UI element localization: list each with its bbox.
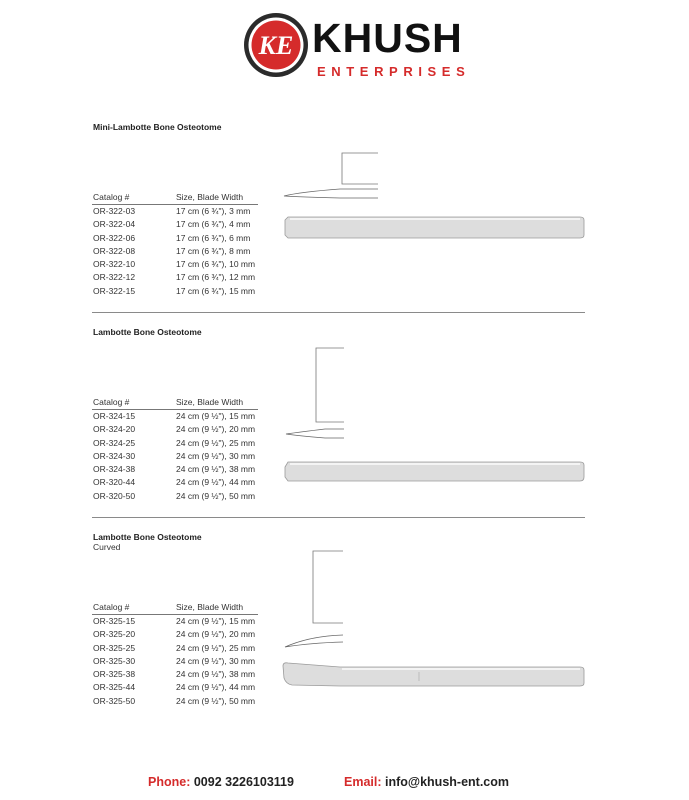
svg-text:KE: KE bbox=[258, 31, 294, 60]
catalog-number: OR-322-04 bbox=[93, 219, 136, 230]
table-row bbox=[92, 668, 258, 681]
size-width: 17 cm (6 ¾"), 12 mm bbox=[176, 272, 256, 283]
table-row bbox=[92, 642, 258, 655]
size-width: 24 cm (9 ½"), 20 mm bbox=[176, 424, 256, 435]
table-row bbox=[92, 258, 258, 271]
catalog-number: OR-322-12 bbox=[93, 272, 136, 283]
section-title-lambotte: Lambotte Bone Osteotome bbox=[93, 327, 202, 337]
phone-number[interactable]: 0092 3226103119 bbox=[193, 775, 294, 789]
catalog-number: OR-324-38 bbox=[93, 464, 136, 475]
table-row bbox=[92, 232, 258, 245]
section-title-lambotte-curved: Lambotte Bone Osteotome bbox=[93, 532, 202, 542]
table-row bbox=[92, 450, 258, 463]
table-row bbox=[92, 245, 258, 258]
size-width: 24 cm (9 ½"), 38 mm bbox=[176, 669, 256, 680]
table-row bbox=[92, 285, 258, 298]
size-header: Size, Blade Width bbox=[176, 602, 244, 612]
lambotte-osteotome-illustration bbox=[280, 345, 590, 485]
table-row bbox=[92, 463, 258, 476]
curved-osteotome-illustration bbox=[280, 548, 590, 693]
catalog-number: OR-325-20 bbox=[93, 629, 136, 640]
size-width: 24 cm (9 ½"), 44 mm bbox=[176, 682, 256, 693]
table-row bbox=[92, 615, 258, 628]
size-width: 24 cm (9 ½"), 38 mm bbox=[176, 464, 256, 475]
section-subtitle-curved: Curved bbox=[93, 542, 121, 552]
table-row bbox=[92, 681, 258, 694]
catalog-number: OR-320-50 bbox=[93, 490, 136, 501]
size-width: 17 cm (6 ¾"), 4 mm bbox=[176, 219, 251, 230]
catalog-number: OR-324-15 bbox=[93, 411, 136, 421]
size-width: 24 cm (9 ½"), 30 mm bbox=[176, 450, 256, 461]
section-divider bbox=[92, 312, 585, 313]
catalog-number: OR-325-38 bbox=[93, 669, 136, 680]
size-width: 24 cm (9 ½"), 30 mm bbox=[176, 655, 256, 666]
size-width: 24 cm (9 ½"), 15 mm bbox=[176, 616, 256, 626]
table-row bbox=[92, 218, 258, 231]
size-header: Size, Blade Width bbox=[176, 192, 244, 202]
catalog-number: OR-325-25 bbox=[93, 642, 136, 653]
table-row bbox=[92, 655, 258, 668]
table-header bbox=[92, 191, 258, 205]
phone-contact bbox=[148, 775, 294, 789]
catalog-table bbox=[92, 191, 258, 298]
table-row bbox=[92, 271, 258, 284]
size-width: 17 cm (6 ¾"), 8 mm bbox=[176, 245, 251, 256]
table-row bbox=[92, 437, 258, 450]
contact-footer bbox=[0, 775, 689, 791]
mini-osteotome-illustration bbox=[280, 150, 590, 240]
size-width: 17 cm (6 ¾"), 15 mm bbox=[176, 285, 256, 296]
table-row bbox=[92, 410, 258, 423]
catalog-number: OR-325-15 bbox=[93, 616, 136, 626]
size-width: 24 cm (9 ½"), 50 mm bbox=[176, 490, 256, 501]
table-header bbox=[92, 601, 258, 615]
table-row bbox=[92, 476, 258, 489]
catalog-number: OR-324-30 bbox=[93, 450, 136, 461]
size-width: 17 cm (6 ¾"), 3 mm bbox=[176, 206, 251, 216]
catalog-number: OR-322-15 bbox=[93, 285, 136, 296]
section-divider bbox=[92, 517, 585, 518]
table-row bbox=[92, 205, 258, 218]
table-row bbox=[92, 490, 258, 503]
catalog-number: OR-325-30 bbox=[93, 655, 136, 666]
catalog-header: Catalog # bbox=[93, 192, 130, 202]
size-width: 24 cm (9 ½"), 15 mm bbox=[176, 411, 256, 421]
table-row bbox=[92, 423, 258, 436]
size-header: Size, Blade Width bbox=[176, 397, 244, 407]
email-contact bbox=[344, 775, 509, 789]
size-width: 24 cm (9 ½"), 44 mm bbox=[176, 477, 256, 488]
table-header bbox=[92, 396, 258, 410]
table-row bbox=[92, 695, 258, 708]
section-title-mini-lambotte: Mini-Lambotte Bone Osteotome bbox=[93, 122, 222, 132]
catalog-number: OR-325-44 bbox=[93, 682, 136, 693]
size-width: 24 cm (9 ½"), 50 mm bbox=[176, 695, 256, 706]
ke-monogram-icon bbox=[243, 12, 309, 78]
catalog-header: Catalog # bbox=[93, 602, 130, 612]
size-width: 24 cm (9 ½"), 20 mm bbox=[176, 629, 256, 640]
size-width: 24 cm (9 ½"), 25 mm bbox=[176, 437, 256, 448]
size-width: 24 cm (9 ½"), 25 mm bbox=[176, 642, 256, 653]
catalog-number: OR-322-03 bbox=[93, 206, 136, 216]
catalog-number: OR-324-25 bbox=[93, 437, 136, 448]
catalog-table bbox=[92, 601, 258, 708]
brand-tagline: ENTERPRISES bbox=[317, 64, 471, 79]
catalog-table bbox=[92, 396, 258, 503]
catalog-number: OR-324-20 bbox=[93, 424, 136, 435]
catalog-number: OR-325-50 bbox=[93, 695, 136, 706]
table-row bbox=[92, 628, 258, 641]
company-logo bbox=[243, 12, 471, 80]
email-label: Email: bbox=[344, 775, 382, 789]
catalog-header: Catalog # bbox=[93, 397, 130, 407]
catalog-number: OR-322-10 bbox=[93, 259, 136, 270]
size-width: 17 cm (6 ¾"), 6 mm bbox=[176, 232, 251, 243]
catalog-number: OR-320-44 bbox=[93, 477, 136, 488]
catalog-number: OR-322-06 bbox=[93, 232, 136, 243]
email-address[interactable]: info@khush-ent.com bbox=[385, 775, 509, 789]
catalog-number: OR-322-08 bbox=[93, 245, 136, 256]
phone-label: Phone: bbox=[148, 775, 191, 789]
brand-name: KHUSH bbox=[312, 15, 463, 61]
size-width: 17 cm (6 ¾"), 10 mm bbox=[176, 259, 256, 270]
